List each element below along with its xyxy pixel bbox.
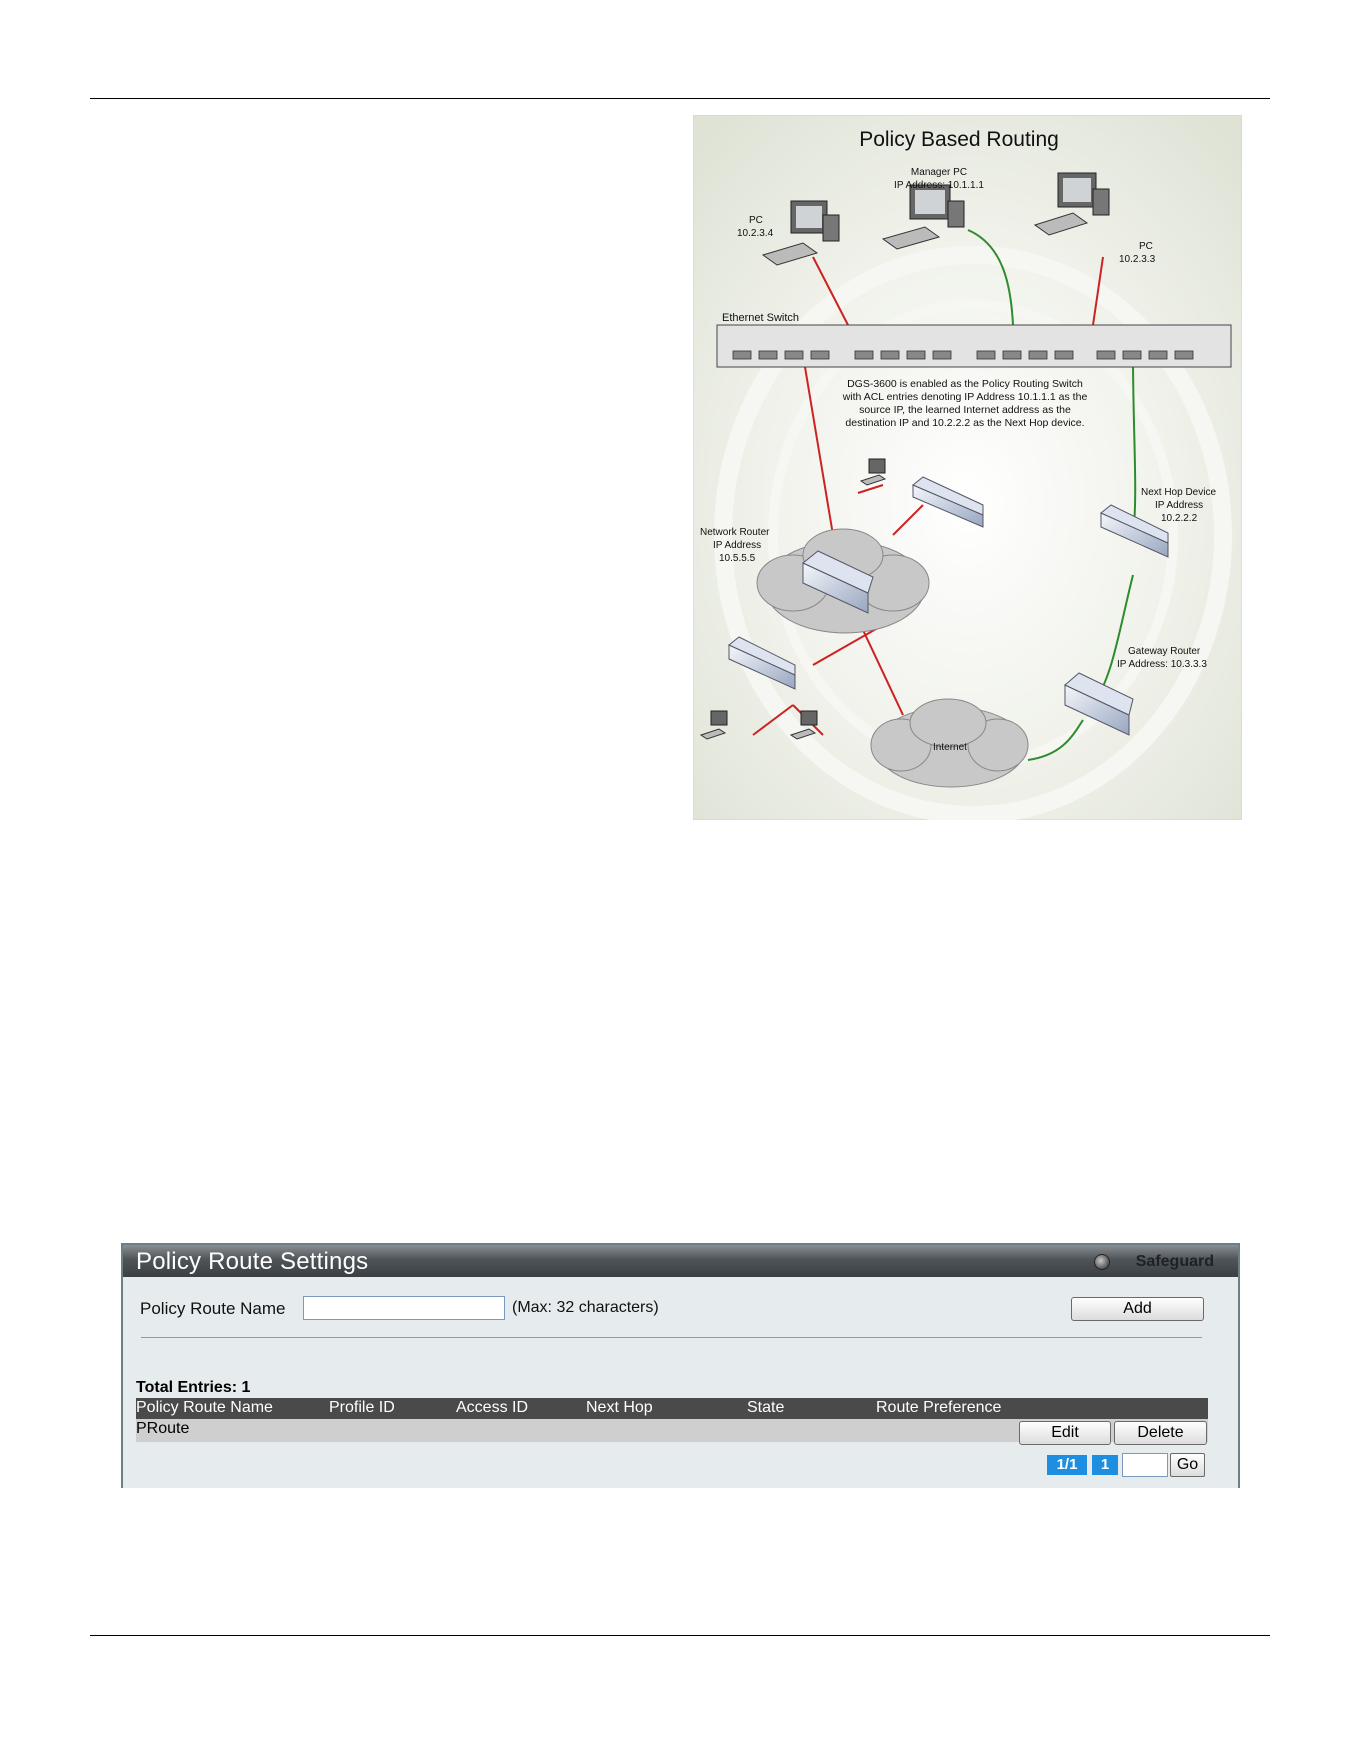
- diagram-title: Policy Based Routing: [859, 128, 1059, 151]
- edit-button[interactable]: Edit: [1019, 1421, 1111, 1445]
- col-access-id: Access ID: [456, 1399, 529, 1416]
- description-line-1: DGS-3600 is enabled as the Policy Routing Switch: [847, 378, 1083, 390]
- add-button[interactable]: Add: [1071, 1297, 1204, 1321]
- pc-right-ip: 10.2.3.3: [1119, 254, 1156, 265]
- pc-left-ip: 10.2.3.4: [737, 228, 774, 239]
- description-line-3: source IP, the learned Internet address as the: [859, 404, 1071, 416]
- total-entries: Total Entries: 1: [136, 1379, 251, 1396]
- internet-label: Internet: [933, 742, 967, 753]
- row-policy-route-name: PRoute: [136, 1420, 190, 1437]
- manager-pc-ip: IP Address: 10.1.1.1: [894, 180, 984, 191]
- manager-pc-label: Manager PC: [910, 167, 968, 178]
- current-page-link[interactable]: 1: [1092, 1455, 1118, 1475]
- next-hop-ip: 10.2.2.2: [1161, 513, 1198, 524]
- network-router-ip: 10.5.5.5: [719, 553, 756, 564]
- next-hop-ip-label: IP Address: [1155, 500, 1204, 511]
- table-header: [136, 1398, 1208, 1419]
- safeguard-icon: [1094, 1254, 1110, 1270]
- page-number-input[interactable]: [1122, 1453, 1168, 1477]
- pc-right-label: PC: [1139, 241, 1153, 252]
- pc-left-label: PC: [749, 215, 763, 226]
- col-state: State: [747, 1399, 785, 1416]
- panel-header: [123, 1245, 1238, 1277]
- policy-route-name-input[interactable]: [303, 1296, 505, 1320]
- gateway-router-label: Gateway Router: [1128, 646, 1201, 657]
- header-rule: [90, 98, 1270, 99]
- col-policy-route-name: Policy Route Name: [136, 1399, 273, 1416]
- next-hop-label: Next Hop Device: [1141, 487, 1217, 498]
- ethernet-switch: [717, 325, 1231, 367]
- description-line-4: destination IP and 10.2.2.2 as the Next Hop device.: [845, 417, 1085, 429]
- switch-label: Ethernet Switch: [722, 312, 800, 324]
- safeguard-label: Safeguard: [1135, 1253, 1214, 1270]
- go-button[interactable]: Go: [1170, 1453, 1205, 1477]
- max-characters-hint: (Max: 32 characters): [512, 1299, 659, 1316]
- col-profile-id: Profile ID: [329, 1399, 395, 1416]
- col-next-hop: Next Hop: [586, 1399, 653, 1416]
- description-line-2: with ACL entries denoting IP Address 10.1.1.1 as the: [842, 391, 1088, 403]
- footer-rule: [90, 1635, 1270, 1636]
- policy-route-name-label: Policy Route Name: [140, 1299, 286, 1318]
- network-router-label: Network Router: [700, 527, 770, 538]
- policy-route-settings-panel: [121, 1243, 1240, 1488]
- delete-button[interactable]: Delete: [1114, 1421, 1207, 1445]
- policy-routing-diagram: [693, 115, 1242, 820]
- page-count-indicator: 1/1: [1047, 1455, 1087, 1475]
- network-router-ip-label: IP Address: [713, 540, 762, 551]
- col-route-preference: Route Preference: [876, 1399, 1002, 1416]
- panel-title: Policy Route Settings: [136, 1248, 369, 1275]
- form-divider: [141, 1337, 1202, 1338]
- gateway-router-ip: IP Address: 10.3.3.3: [1117, 659, 1207, 670]
